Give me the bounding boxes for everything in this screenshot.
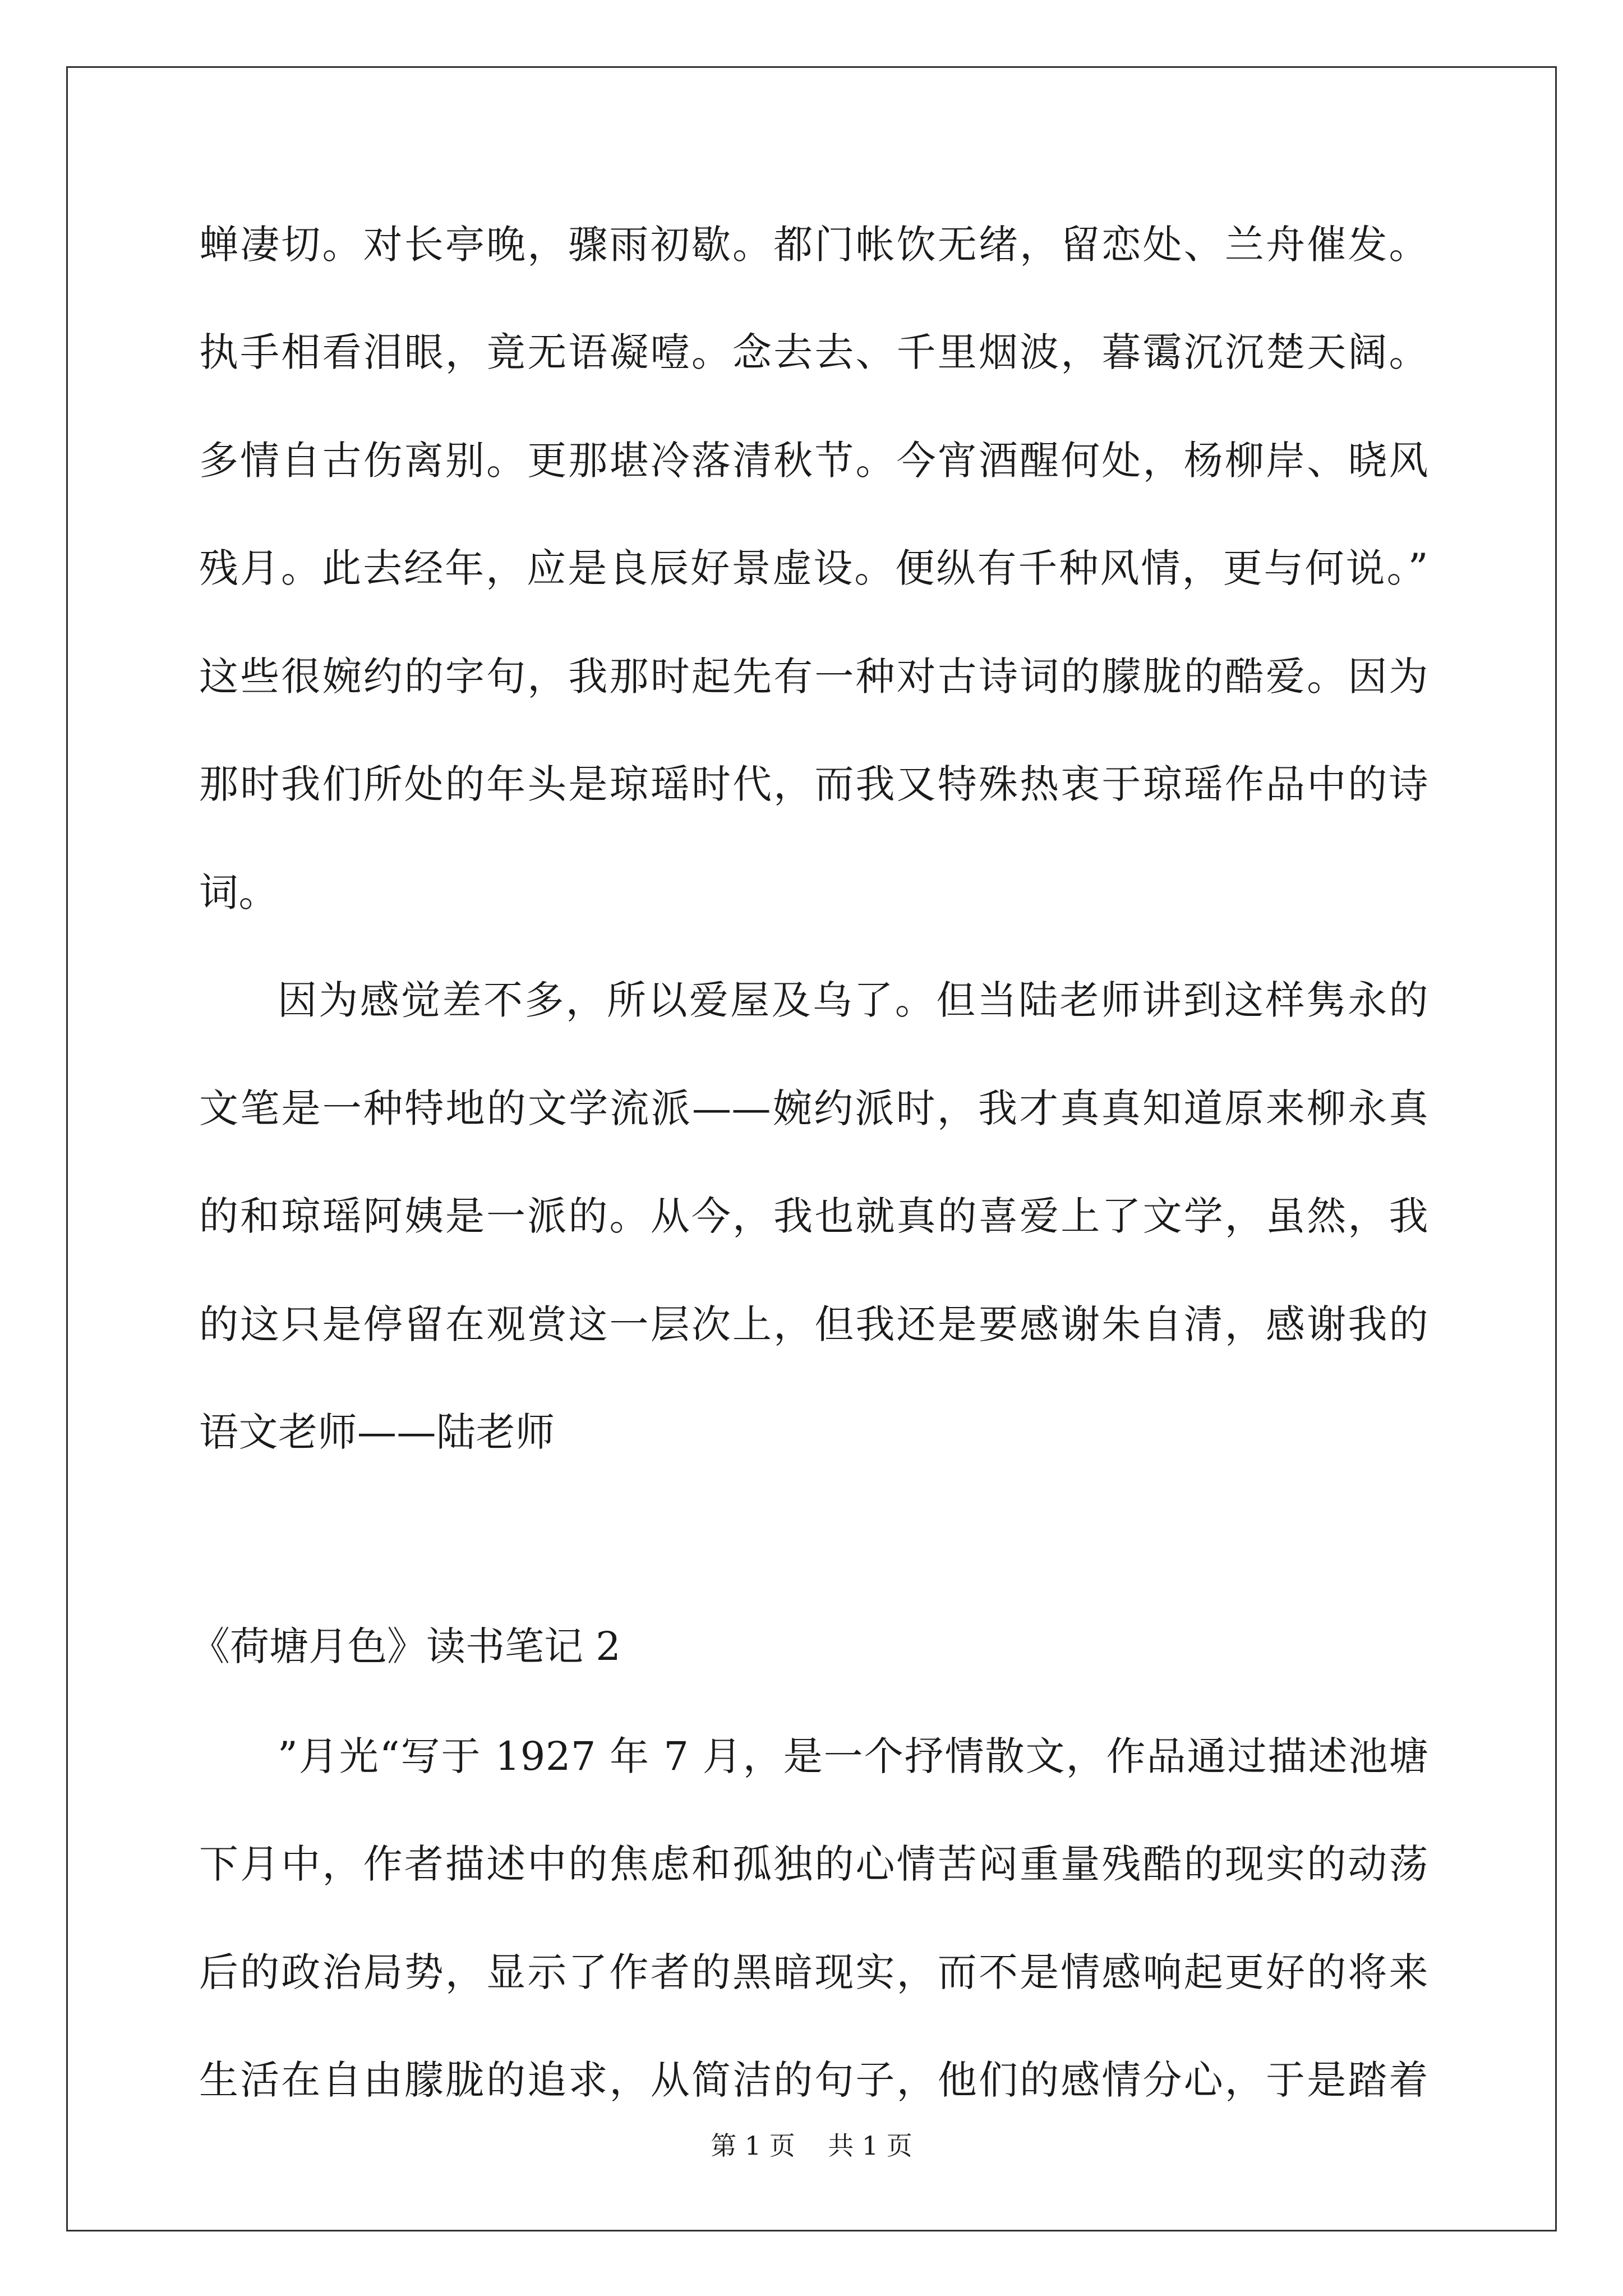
paragraph-3-line-1: ”月光“写于 1927 年 7 月，是一个抒情散文，作品通过描述池塘 bbox=[278, 1733, 1428, 1779]
page-footer: 第 1 页 共 1 页 bbox=[711, 2131, 912, 2161]
paragraph-2-line-5: 语文老师——陆老师 bbox=[199, 1409, 555, 1455]
paragraph-1-line-1: 蝉凄切。对长亭晚，骤雨初歇。都门帐饮无绪，留恋处、兰舟催发。 bbox=[199, 222, 1428, 268]
paragraph-2-line-3: 的和琼瑶阿姨是一派的。从今，我也就真的喜爱上了文学，虽然，我 bbox=[199, 1193, 1428, 1239]
paragraph-1-line-5: 这些很婉约的字句，我那时起先有一种对古诗词的朦胧的酷爱。因为 bbox=[199, 654, 1428, 700]
paragraph-1-line-3: 多情自古伤离别。更那堪冷落清秋节。今宵酒醒何处，杨柳岸、晓风 bbox=[199, 438, 1428, 484]
paragraph-2-line-2: 文笔是一种特地的文学流派——婉约派时，我才真真知道原来柳永真 bbox=[199, 1085, 1428, 1131]
paragraph-3-line-4: 生活在自由朦胧的追求，从简洁的句子，他们的感情分心，于是踏着 bbox=[199, 2057, 1428, 2103]
section-heading: 《荷塘月色》读书笔记 2 bbox=[191, 1623, 621, 1669]
paragraph-2-line-1: 因为感觉差不多，所以爱屋及乌了。但当陆老师讲到这样隽永的 bbox=[278, 977, 1428, 1023]
paragraph-1-line-4: 残月。此去经年，应是良辰好景虚设。便纵有千种风情，更与何说。” bbox=[199, 545, 1428, 591]
paragraph-1-line-6: 那时我们所处的年头是琼瑶时代，而我又特殊热衷于琼瑶作品中的诗 bbox=[199, 761, 1428, 807]
paragraph-1-line-7: 词。 bbox=[199, 869, 278, 915]
paragraph-3-line-2: 下月中，作者描述中的焦虑和孤独的心情苦闷重量残酷的现实的动荡 bbox=[199, 1841, 1428, 1887]
paragraph-3-line-3: 后的政治局势，显示了作者的黑暗现实，而不是情感响起更好的将来 bbox=[199, 1949, 1428, 1995]
paragraph-1-line-2: 执手相看泪眼，竟无语凝噎。念去去、千里烟波，暮霭沉沉楚天阔。 bbox=[199, 329, 1428, 375]
page-border bbox=[66, 66, 1557, 2231]
paragraph-2-line-4: 的这只是停留在观赏这一层次上，但我还是要感谢朱自清，感谢我的 bbox=[199, 1301, 1428, 1347]
